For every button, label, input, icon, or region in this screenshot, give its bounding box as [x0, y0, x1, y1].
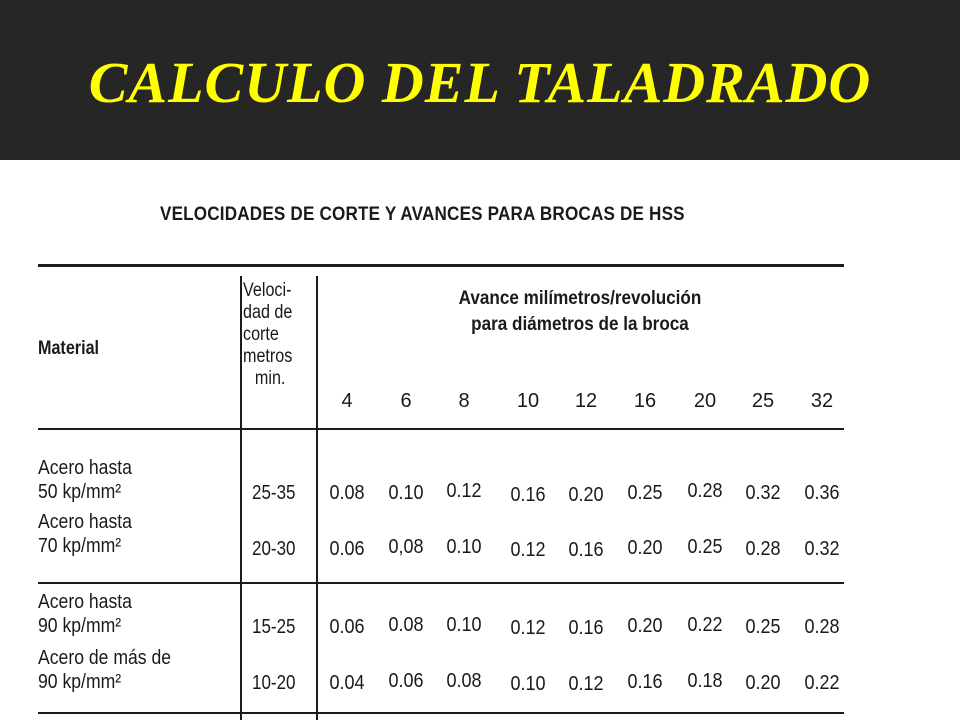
row-value: 0.25 [627, 482, 663, 504]
row-value: 0.22 [687, 614, 723, 636]
header-velocidad [243, 280, 304, 390]
row-value: 0.20 [568, 484, 604, 506]
row-value: 0.25 [745, 616, 781, 638]
material-line: 90 kp/mm² [38, 671, 122, 693]
material-line: Acero hasta [38, 591, 132, 613]
row-value: 0.22 [804, 672, 840, 694]
row-material [38, 646, 214, 694]
material-line: Acero hasta [38, 457, 132, 479]
row-value: 0.32 [745, 482, 781, 504]
material-line: Acero de más de [38, 647, 172, 669]
row-value: 0.12 [510, 617, 546, 639]
row-value: 0.25 [687, 536, 723, 558]
row-value: 0.18 [687, 670, 723, 692]
row-value: 0.20 [627, 537, 663, 559]
row-value: 0.04 [329, 672, 365, 694]
col-divider-velocidad [316, 276, 318, 720]
header-velocidad-line: corte [243, 324, 279, 345]
material-line: Acero hasta [38, 511, 132, 533]
material-line: 50 kp/mm² [38, 481, 122, 503]
row-value: 0.12 [446, 480, 482, 502]
diameter-header: 6 [400, 390, 412, 412]
row-value: 0.10 [510, 673, 546, 695]
row-value: 0.32 [804, 538, 840, 560]
col-divider-material [240, 276, 242, 720]
row-value: 0.08 [446, 670, 482, 692]
header-velocidad-line: Veloci- [243, 280, 292, 301]
row-value: 0.06 [329, 616, 365, 638]
diameter-header: 20 [693, 390, 717, 412]
top-rule [38, 264, 844, 267]
diameter-header: 8 [458, 390, 470, 412]
row-value: 0.08 [388, 614, 424, 636]
group-rule [38, 582, 844, 584]
row-value: 0.28 [687, 480, 723, 502]
header-avance-line: para diámetros de la broca [471, 314, 689, 335]
row-velocidad: 10-20 [252, 672, 296, 694]
slide-title: CALCULO DEL TALADRADO [88, 50, 872, 115]
row-material [38, 590, 214, 638]
scanned-table [0, 160, 960, 720]
row-value: 0.12 [568, 673, 604, 695]
row-velocidad: 20-30 [252, 538, 296, 560]
row-value: 0.28 [804, 616, 840, 638]
row-value: 0.16 [568, 539, 604, 561]
row-value: 0.36 [804, 482, 840, 504]
row-value: 0.06 [388, 670, 424, 692]
header-velocidad-line: metros [243, 346, 293, 367]
material-line: 70 kp/mm² [38, 535, 122, 557]
table-heading: VELOCIDADES DE CORTE Y AVANCES PARA BROCAS DE HSS [160, 204, 685, 225]
row-value: 0.12 [510, 539, 546, 561]
row-material [38, 456, 214, 504]
row-material [38, 510, 214, 558]
header-avance-line: Avance milímetros/revolución [458, 288, 702, 309]
header-avance [400, 286, 760, 338]
material-line: 90 kp/mm² [38, 615, 122, 637]
diameter-header: 10 [516, 390, 540, 412]
header-rule [38, 428, 844, 430]
diameter-header: 16 [633, 390, 657, 412]
diameter-header: 12 [574, 390, 598, 412]
bottom-rule [38, 712, 844, 714]
row-value: 0,08 [388, 536, 424, 558]
row-value: 0.10 [446, 614, 482, 636]
row-value: 0.16 [510, 484, 546, 506]
row-value: 0.28 [745, 538, 781, 560]
row-value: 0.16 [568, 617, 604, 639]
header-velocidad-line: min. [254, 368, 286, 389]
diameter-header: 4 [341, 390, 353, 412]
row-value: 0.10 [388, 482, 424, 504]
diameter-header: 32 [810, 390, 834, 412]
row-value: 0.20 [745, 672, 781, 694]
row-value: 0.06 [329, 538, 365, 560]
row-value: 0.08 [329, 482, 365, 504]
row-value: 0.10 [446, 536, 482, 558]
header-material: Material [38, 338, 100, 359]
header-velocidad-line: dad de [243, 302, 293, 323]
row-value: 0.16 [627, 671, 663, 693]
title-bar [0, 0, 960, 162]
row-velocidad: 25-35 [252, 482, 296, 504]
row-velocidad: 15-25 [252, 616, 296, 638]
diameter-header: 25 [751, 390, 775, 412]
row-value: 0.20 [627, 615, 663, 637]
